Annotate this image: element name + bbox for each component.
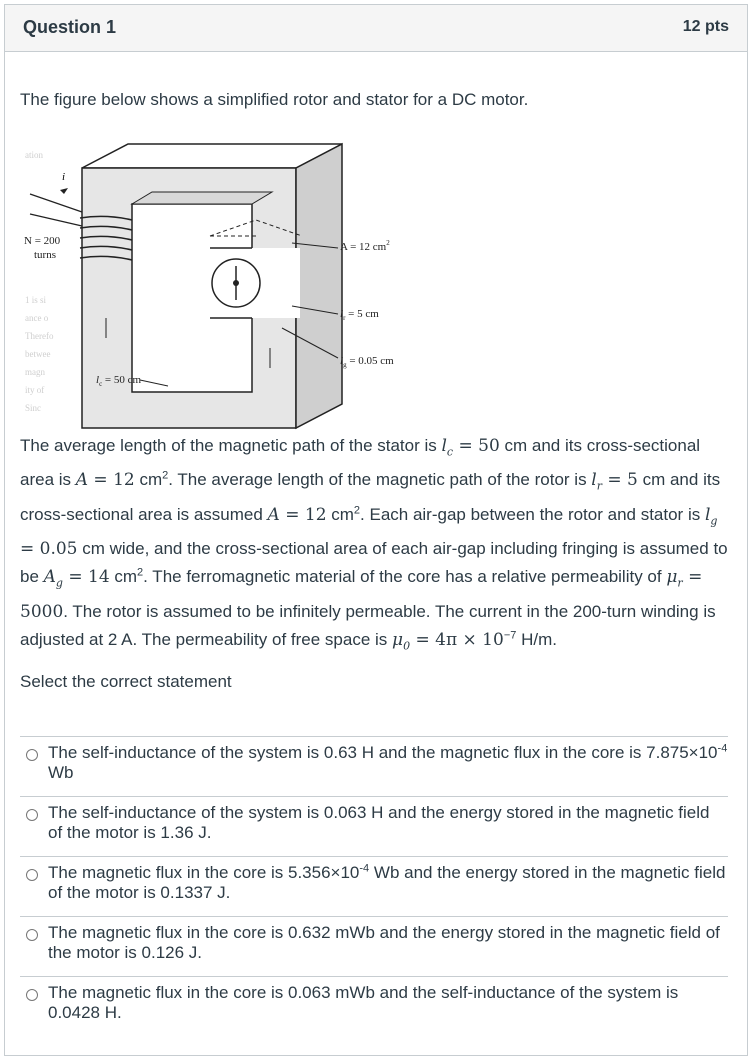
turns-label-n: N = 200 <box>24 235 61 247</box>
lc-value: = 50 cm <box>102 374 142 386</box>
radio-button[interactable] <box>26 809 38 821</box>
answer-option-4[interactable]: The magnetic flux in the core is 0.632 mWb and the energy stored in the magnetic field of the motor is 0.126 J. <box>20 916 728 976</box>
lc-sub: c <box>99 380 103 388</box>
question-points: 12 pts <box>682 18 729 35</box>
lr-sub: r <box>343 314 346 322</box>
svg-text:Therefo: Therefo <box>25 331 54 341</box>
radio-button[interactable] <box>26 749 38 761</box>
area-sup: 2 <box>386 239 390 247</box>
answer-option-3[interactable]: The magnetic flux in the core is $5.356\times 10^{-4}$ Wb and the energy stored in the magnetic field of the motor is 0.1337 J. <box>20 856 728 916</box>
area-label: A = 12 cm <box>340 241 387 253</box>
turns-label-t: turns <box>34 249 56 261</box>
svg-text:A = 12 cm2 <box>340 239 390 253</box>
svg-text:ity of: ity of <box>25 385 45 395</box>
lc-label: l <box>96 374 100 386</box>
lg-value: = 0.05 cm <box>346 355 394 367</box>
radio-button[interactable] <box>26 989 38 1001</box>
svg-text:betwee: betwee <box>25 349 51 359</box>
lr-label: l <box>340 308 344 320</box>
answer-list <box>20 736 728 1036</box>
svg-text:Sinc: Sinc <box>25 403 42 413</box>
problem-statement: The average length of the magnetic path of the stator is $l_c = 50$ cm and its cross-sectional area is A = 12 $cm^2$. The average length of the magnetic path of the rotor is $l_r = 5$ cm and its cross-sectional area is assumed A = 12 $cm^2$. Each air-gap between the rotor and stator is $l_g = 0.05$ cm wide, and the cross-sectional area of each air-gap including fringing is assumed to be $A_g = 14$ $cm^2$. The ferromagnetic material of the core has a relative permeability of $\mu_r = 5000$. The rotor is assumed to be infinitely permeable. The current in the 200-turn winding is adjusted at 2 A. The permeability of free space is $\mu_0 = 4\pi \times 10^{-7}$ H/m. <box>20 436 728 652</box>
question-intro: The figure below shows a simplified rotor and stator for a DC motor. <box>20 90 529 109</box>
answer-option-2[interactable]: The self-inductance of the system is 0.063 H and the energy stored in the magnetic field of the motor is 1.36 J. <box>20 796 728 856</box>
radio-button[interactable] <box>26 869 38 881</box>
answer-option-1[interactable]: The self-inductance of the system is 0.63 H and the magnetic flux in the core is $7.875\times 10^{-4}$ Wb <box>20 736 728 796</box>
motor-figure <box>20 128 420 433</box>
svg-text:lc = 50 cm <box>96 374 142 388</box>
svg-text:lr = 5 cm <box>340 308 379 322</box>
select-prompt: Select the correct statement <box>20 672 232 691</box>
answer-option-5[interactable]: The magnetic flux in the core is 0.063 mWb and the self-inductance of the system is 0.0428 H. <box>20 976 728 1036</box>
svg-text:ation: ation <box>25 150 43 160</box>
lr-value: = 5 cm <box>345 308 379 320</box>
radio-button[interactable] <box>26 929 38 941</box>
current-label: i <box>62 171 66 183</box>
question-title: Question 1 <box>23 17 117 37</box>
lg-sub: g <box>343 361 347 369</box>
svg-text:lg = 0.05 cm <box>340 355 394 369</box>
svg-text:ance o: ance o <box>25 313 49 323</box>
svg-text:1 is si: 1 is si <box>25 295 47 305</box>
lg-label: l <box>340 355 344 367</box>
svg-text:magn: magn <box>25 367 45 377</box>
question-header <box>5 5 747 52</box>
